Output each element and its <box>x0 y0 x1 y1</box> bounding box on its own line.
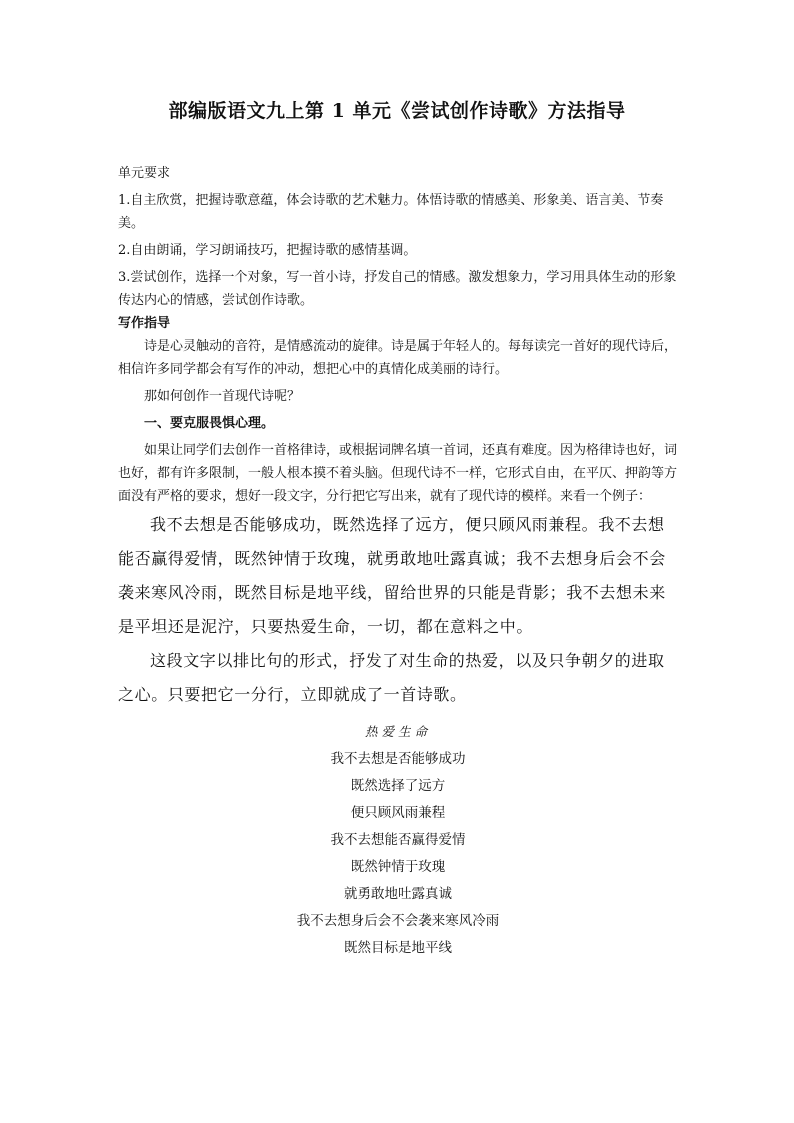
paragraph-explanation: 如果让同学们去创作一首格律诗，或根据词牌名填一首词，还真有难度。因为格律诗也好，词也好，都有许多限制，一般人根本摸不着头脑。但现代诗不一样，它形式自由，在平仄、押韵等方面没有严格的要求，想好一段文字，分行把它写出来，就有了现代诗的模样。来看一个例子： <box>118 443 678 504</box>
document-body <box>118 162 678 962</box>
subheading-overcome-fear: 一、要克服畏惧心理。 <box>144 416 275 431</box>
requirement-item-2: 2.自由朗诵，学习朗诵技巧，把握诗歌的感情基调。 <box>118 243 417 258</box>
paragraph-intro: 诗是心灵触动的音符，是情感流动的旋律。诗是属于年轻人的。每每读完一首好的现代诗后，相信许多同学都会有写作的冲动，想把心中的真情化成美丽的诗行。 <box>118 339 678 377</box>
poem-line: 我不去想能否赢得爱情 <box>330 832 466 848</box>
poem-line: 我不去想是否能够成功 <box>330 751 466 767</box>
requirement-item-1: 1.自主欣赏，把握诗歌意蕴，体会诗歌的艺术魅力。体悟诗歌的情感美、形象美、语言美、节奏美。 <box>118 193 664 231</box>
poem-line: 我不去想身后会不会袭来寒风冷雨 <box>296 913 500 929</box>
example-passage: 我不去想是否能够成功，既然选择了远方，便只顾风雨兼程。我不去想能否赢得爱情，既然钟情于玫瑰，就勇敢地吐露真诚；我不去想身后会不会袭来寒风冷雨，既然目标是地平线，留给世界的只能是背影；我不去想未来是平坦还是泥泞，只要热爱生命，一切，都在意料之中。 <box>118 515 666 636</box>
section-heading-requirements: 单元要求 <box>118 166 171 181</box>
poem-line: 既然目标是地平线 <box>344 940 452 956</box>
poem-line: 便只顾风雨兼程 <box>350 805 446 821</box>
poem-line: 既然选择了远方 <box>350 778 446 794</box>
poem-line: 就勇敢地吐露真诚 <box>344 886 452 902</box>
paragraph-question: 那如何创作一首现代诗呢？ <box>144 389 301 404</box>
section-heading-writing: 写作指导 <box>118 316 171 331</box>
poem-title: 热爱生命 <box>364 724 431 739</box>
document-title: 部编版语文九上第 1 单元《尝试创作诗歌》方法指导 <box>168 100 626 122</box>
poem-line: 既然钟情于玫瑰 <box>350 859 446 875</box>
requirement-item-3: 3.尝试创作，选择一个对象，写一首小诗，抒发自己的情感。激发想象力，学习用具体生动的形象传达内心的情感，尝试创作诗歌。 <box>118 270 677 308</box>
poem-block <box>118 718 678 962</box>
example-comment: 这段文字以排比句的形式，抒发了对生命的热爱，以及只争朝夕的进取之心。只要把它一分行，立即就成了一首诗歌。 <box>118 651 665 704</box>
